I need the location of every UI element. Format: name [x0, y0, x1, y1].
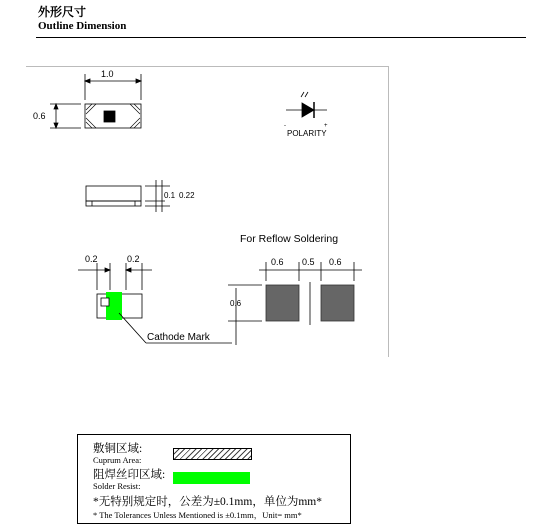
polarity-symbol	[286, 92, 327, 118]
solder-label-cn: 阻焊丝印区域:	[93, 469, 166, 481]
cathode-label: Cathode Mark	[147, 332, 210, 343]
polarity-label: POLARITY	[287, 129, 327, 138]
tolerance-en: * The Tolerances Unless Mentioned is ±0.1mm，Unit= mm*	[93, 510, 302, 520]
reflow-title: For Reflow Soldering	[240, 233, 339, 245]
pad-height-label: 0.6	[230, 299, 242, 308]
polarity-plus: +	[324, 123, 328, 129]
bottom-dim-left: 0.2	[85, 254, 98, 264]
cuprum-label-cn: 敷铜区域:	[93, 443, 143, 455]
cuprum-swatch	[173, 448, 252, 460]
pad-dim-3: 0.6	[329, 257, 342, 267]
bottom-view	[78, 263, 232, 343]
title-english: Outline Dimension	[38, 20, 127, 32]
pad-dim-2: 0.5	[302, 257, 315, 267]
side-view	[86, 180, 170, 212]
polarity-minus: -	[284, 123, 286, 129]
legend-box	[77, 434, 351, 524]
top-length-label: 1.0	[101, 69, 114, 79]
solder-label-en: Solder Resist:	[93, 481, 141, 491]
bottom-dim-right: 0.2	[127, 254, 140, 264]
top-width-label: 0.6	[33, 111, 46, 121]
reflow-pads	[228, 262, 362, 345]
title-chinese: 外形尺寸	[38, 5, 87, 19]
tolerance-cn: *无特别规定时，公差为±0.1mm，单位为mm*	[93, 496, 322, 508]
solder-swatch	[173, 472, 250, 484]
cuprum-label-en: Cuprum Area:	[93, 455, 142, 465]
side-dim-b: 0.22	[179, 191, 195, 200]
pad-dim-1: 0.6	[271, 257, 284, 267]
side-dim-a: 0.1	[164, 191, 176, 200]
top-view	[50, 74, 141, 128]
